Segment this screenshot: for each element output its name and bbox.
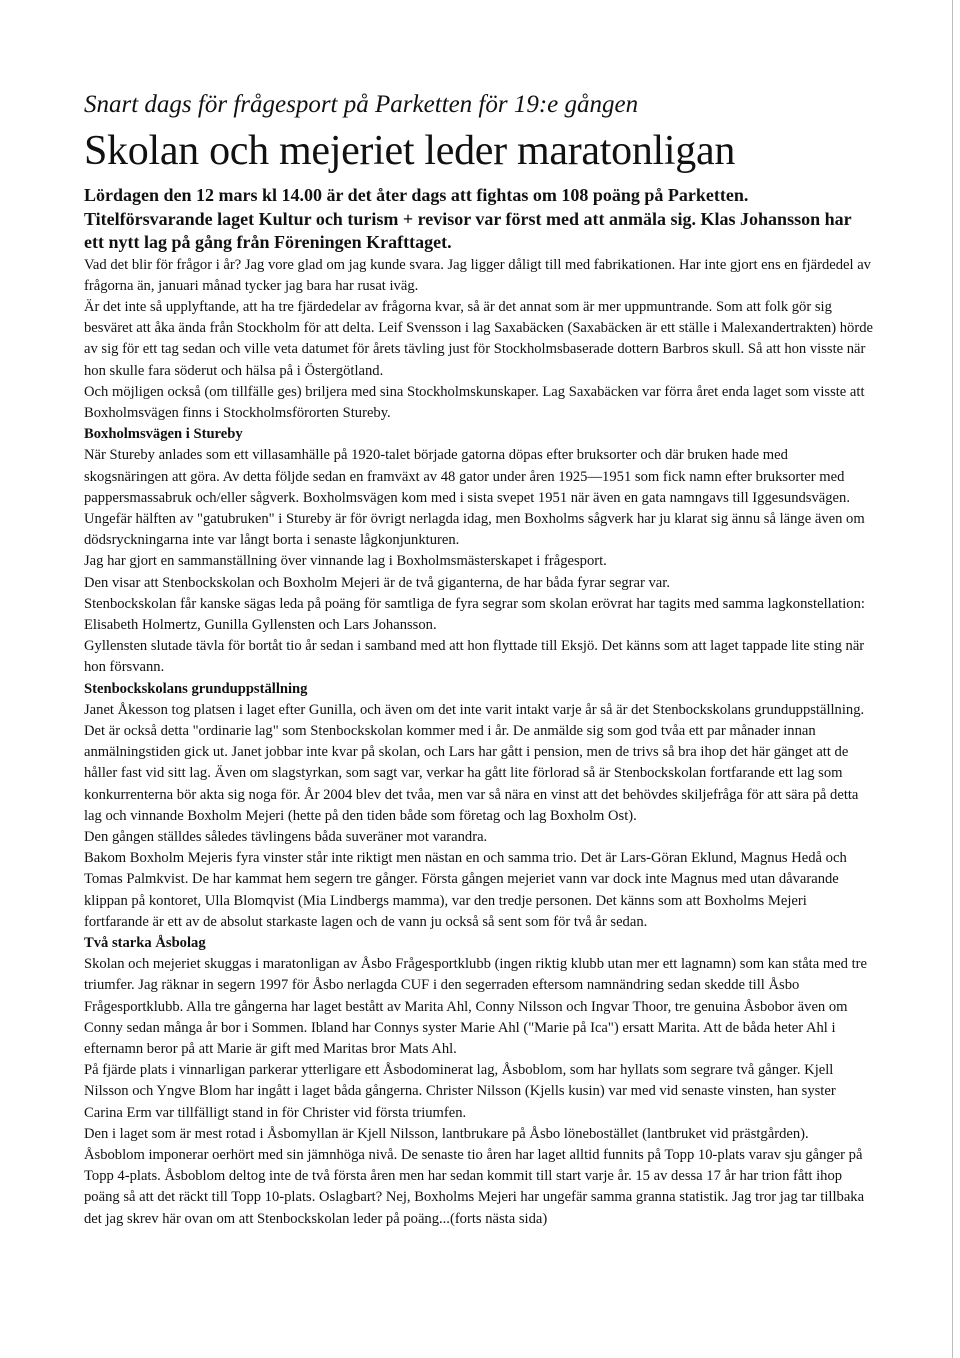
article-body (84, 255, 874, 1230)
paragraph: Skolan och mejeriet skuggas i maratonligan av Åsbo Frågesportklubb (ingen riktig klubb utan mer ett lagnamn) som kan ståta med tre triumfer. Jag räknar in segern 1997 för Åsbo nerlagda CUF i den segerraden eftersom namnändring sedan skedde till Åsbo Frågesportklubb. Alla tre gångerna har laget bestått av Marita Ahl, Conny Nilsson och Ingvar Thoor, tre genuina Åsbobor även om Conny sedan många år bor i Sommen. Ibland har Connys syster Marie Ahl ("Marie på Ica") ersatt Marita. Att de båda heter Ahl i efternamn beror på att Marie är gift med Maritas bror Mats Ahl. (84, 956, 868, 1058)
paragraph: Bakom Boxholm Mejeris fyra vinster står inte riktigt men nästan en och samma trio. Det är Lars-Göran Eklund, Magnus Hedå och Tomas Palmkvist. De har kammat hem segern tre gånger. Första gången mejeriet vann var dock inte Magnus med utan dåvarande klippan på kontoret, Ulla Blomqvist (Mia Lindbergs mamma), var den tredje personen. Det känns som att Boxholms Mejeri fortfarande är ett av de absolut starkaste lagen och de vann ju också så sent som för två år sedan. (84, 850, 847, 930)
paragraph: Åsboblom imponerar oerhört med sin jämnhöga nivå. De senaste tio åren har laget alltid funnits på Topp 10-plats varav sju gånger på Topp 4-plats. Åsboblom deltog inte de två första åren men har sedan kommit till start varje år. 15 av dessa 17 år har trion fått ihop poäng så att det räckt till Topp 10-plats. Oslagbart? Nej, Boxholms Mejeri har ungefär samma granna statistik. Jag tror jag tar tillbaka det jag skrev här ovan om att Stenbockskolan leder på poäng...(forts nästa sida) (84, 1147, 865, 1227)
article-kicker: Snart dags för frågesport på Parketten för 19:e gången (84, 91, 639, 118)
article (84, 90, 874, 1230)
paragraph: Den gången ställdes således tävlingens båda suveräner mot varandra. (84, 828, 488, 845)
paragraph: Jag har gjort en sammanställning över vinnande lag i Boxholmsmästerskapet i frågesport. (84, 553, 607, 570)
page-edge-line (952, 0, 953, 1358)
article-lead: Lördagen den 12 mars kl 14.00 är det åter dags att fightas om 108 poäng på Parketten. Titelförsvarande laget Kultur och turism + revisor var först med att anmäla sig. Klas Johansson har ett nytt lag på gång från Föreningen Krafttaget. (84, 185, 852, 252)
section-heading: Boxholmsvägen i Stureby (84, 426, 243, 443)
paragraph: Den visar att Stenbockskolan och Boxholm Mejeri är de två giganterna, de har båda fyrar segrar var. (84, 574, 670, 591)
paragraph: Janet Åkesson tog platsen i laget efter Gunilla, och även om det inte varit intakt varje år så är det Stenbockskolans grunduppställning. Det är också detta "ordinarie lag" som Stenbockskolan kommer med i år. De anmälde sig som god tvåa ett par månader innan anmälningstiden gick ut. Janet jobbar inte kvar på skolan, och Lars har gått i pension, men de trivs så bra ihop det här gänget att de håller fast vid sitt lag. Även om slagstyrkan, som sagt var, verkar ha gått lite förlorad så är Stenbockskolan fortfarande ett lag som konkurrenterna bör akta sig noga för. År 2004 blev det tvåa, men var så nära en vinst att det behövdes skiljefråga för att sära på detta lag och vinnande Boxholm Mejeri (hette på den tiden både som företag och lag Boxholm Ost). (84, 701, 865, 824)
paragraph: Är det inte så upplyftande, att ha tre fjärdedelar av frågorna kvar, så är det annat som är mer uppmuntrande. Som att folk gör sig besväret att åka ända från Stockholm för att delta. Leif Svensson i lag Saxabäcken (Saxabäcken är ett ställe i Malexandertrakten) hörde av sig för ett tag sedan och ville veta datumet för årets tävling just för Stockholmsbaserade dottern Barbros skull. Så att hon visste när hon skulle fara söderut och hälsa på i Östergötland. (84, 298, 873, 379)
section-heading: Stenbockskolans grunduppställning (84, 680, 308, 697)
section-heading: Två starka Åsbolag (84, 935, 206, 951)
paragraph: Stenbockskolan får kanske sägas leda på poäng för samtliga de fyra segrar som skolan erövrat har tagits med samma lagkonstellation: Elisabeth Holmertz, Gunilla Gyllensten och Lars Johansson. (84, 595, 865, 633)
paragraph: På fjärde plats i vinnarligan parkerar ytterligare ett Åsbodominerat lag, Åsboblom, som har hyllats som segrare två gånger. Kjell Nilsson och Yngve Blom har ingått i laget båda gångerna. Christer Nilsson (Kjells kusin) var med vid senaste vinsten, han syster Carina Erm var tillfälligt stand in för Christer vid första triumfen. (84, 1062, 836, 1121)
article-headline: Skolan och mejeriet leder maratonligan (84, 128, 736, 174)
paragraph: Gyllensten slutade tävla för bortåt tio år sedan i samband med att hon flyttade till Eksjö. Det känns som att laget tappade lite sting när hon försvann. (84, 638, 865, 676)
paragraph: Den i laget som är mest rotad i Åsbomyllan är Kjell Nilsson, lantbrukare på Åsbo lönebostället (lantbruket vid prästgården). (84, 1125, 809, 1142)
paragraph: Och möjligen också (om tillfälle ges) briljera med sina Stockholmskunskaper. Lag Saxabäcken var förra året enda laget som visste att Boxholmsvägen finns i Stockholmsförorten Stureby. (84, 383, 865, 421)
paragraph: Vad det blir för frågor i år? Jag vore glad om jag kunde svara. Jag ligger dåligt till med fabrikationen. Har inte gjort ens en fjärdedel av frågorna än, januari månad tycker jag bara har rusat iväg. (84, 256, 871, 294)
paragraph: När Stureby anlades som ett villasamhälle på 1920-talet började gatorna döpas efter bruksorter och där bruken hade med skogsnäringen att göra. Av detta följde sedan en framväxt av 48 gator under åren 1925—1951 som fick namn efter bruksorter med pappersmassabruk och/eller sågverk. Boxholmsvägen kom med i sista svepet 1951 när även en gata namngavs till Iggesundsvägen. Ungefär hälften av "gatubruken" i Stureby är för övrigt nerlagda idag, men Boxholms sågverk har ju klarat sig ännu så länge även om dödsryckningarna inte var långt borta i senaste lågkonjunkturen. (84, 447, 865, 549)
